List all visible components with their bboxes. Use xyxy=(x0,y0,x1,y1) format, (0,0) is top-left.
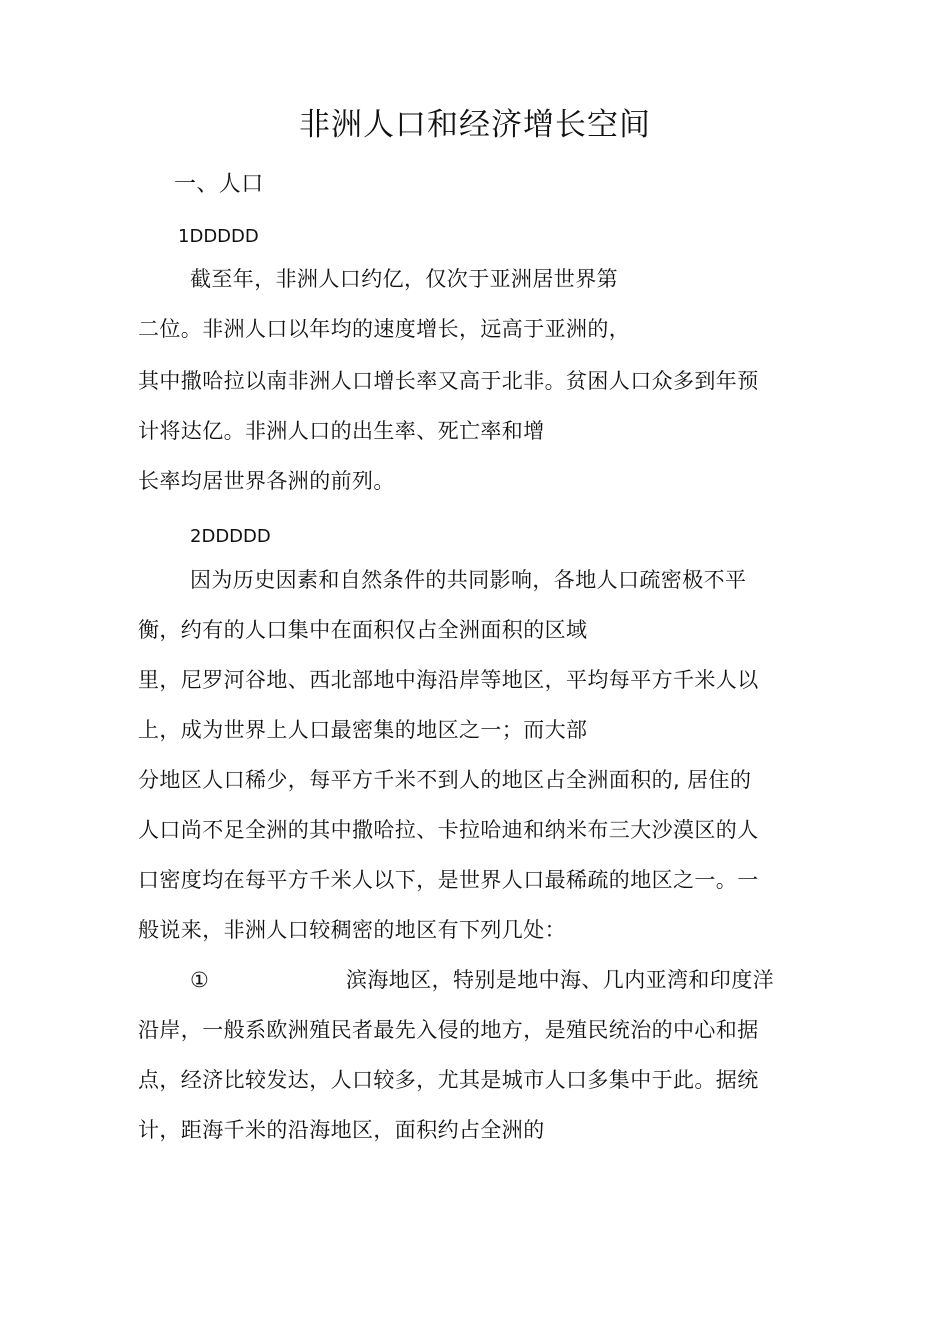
paragraph-1-line-3: 其中撒哈拉以南非洲人口增长率又高于北非。贫困人口众多到年预 xyxy=(138,369,759,393)
paragraph-2-line-4: 上，成为世界上人口最密集的地区之一；而大部 xyxy=(138,718,588,742)
paragraph-2-line-8: 般说来，非洲人口较稠密的地区有下列几处： xyxy=(138,918,566,942)
paragraph-3-line-3: 点，经济比较发达，人口较多，尤其是城市人口多集中于此。据统 xyxy=(138,1068,759,1092)
subsection-heading-2: 2DDDDD xyxy=(190,526,271,547)
paragraph-3-line-1: 滨海地区，特别是地中海、几内亚湾和印度洋 xyxy=(346,968,774,992)
paragraph-2-line-3: 里，尼罗河谷地、西北部地中海沿岸等地区，平均每平方千米人以 xyxy=(138,668,759,692)
paragraph-2-line-7: 口密度均在每平方千米人以下，是世界人口最稀疏的地区之一。一 xyxy=(138,868,759,892)
paragraph-1-line-4: 计将达亿。非洲人口的出生率、死亡率和增 xyxy=(138,419,545,443)
paragraph-1-line-2: 二位。非洲人口以年均的速度增长，远高于亚洲的， xyxy=(138,317,631,341)
paragraph-2-line-5: 分地区人口稀少，每平方千米不到人的地区占全洲面积的, 居住的 xyxy=(138,768,752,792)
section-heading: 一、人口 xyxy=(174,172,264,197)
document-title: 非洲人口和经济增长空间 xyxy=(299,107,651,143)
paragraph-3-line-4: 计，距海千米的沿海地区，面积约占全洲的 xyxy=(138,1118,545,1142)
list-item-marker: ① xyxy=(190,968,209,992)
paragraph-2-line-6: 人口尚不足全洲的其中撒哈拉、卡拉哈迪和纳米布三大沙漠区的人 xyxy=(138,818,759,842)
paragraph-1-line-5: 长率均居世界各洲的前列。 xyxy=(138,469,395,493)
subsection-heading-1: 1DDDDD xyxy=(178,226,259,247)
paragraph-1-line-1: 截至年，非洲人口约亿，仅次于亚洲居世界第 xyxy=(190,267,618,291)
paragraph-2-line-1: 因为历史因素和自然条件的共同影响，各地人口疏密极不平 xyxy=(190,568,747,592)
paragraph-2-line-2: 衡，约有的人口集中在面积仅占全洲面积的区域 xyxy=(138,618,588,642)
paragraph-3-line-2: 沿岸，一般系欧洲殖民者最先入侵的地方，是殖民统治的中心和据 xyxy=(138,1018,759,1042)
